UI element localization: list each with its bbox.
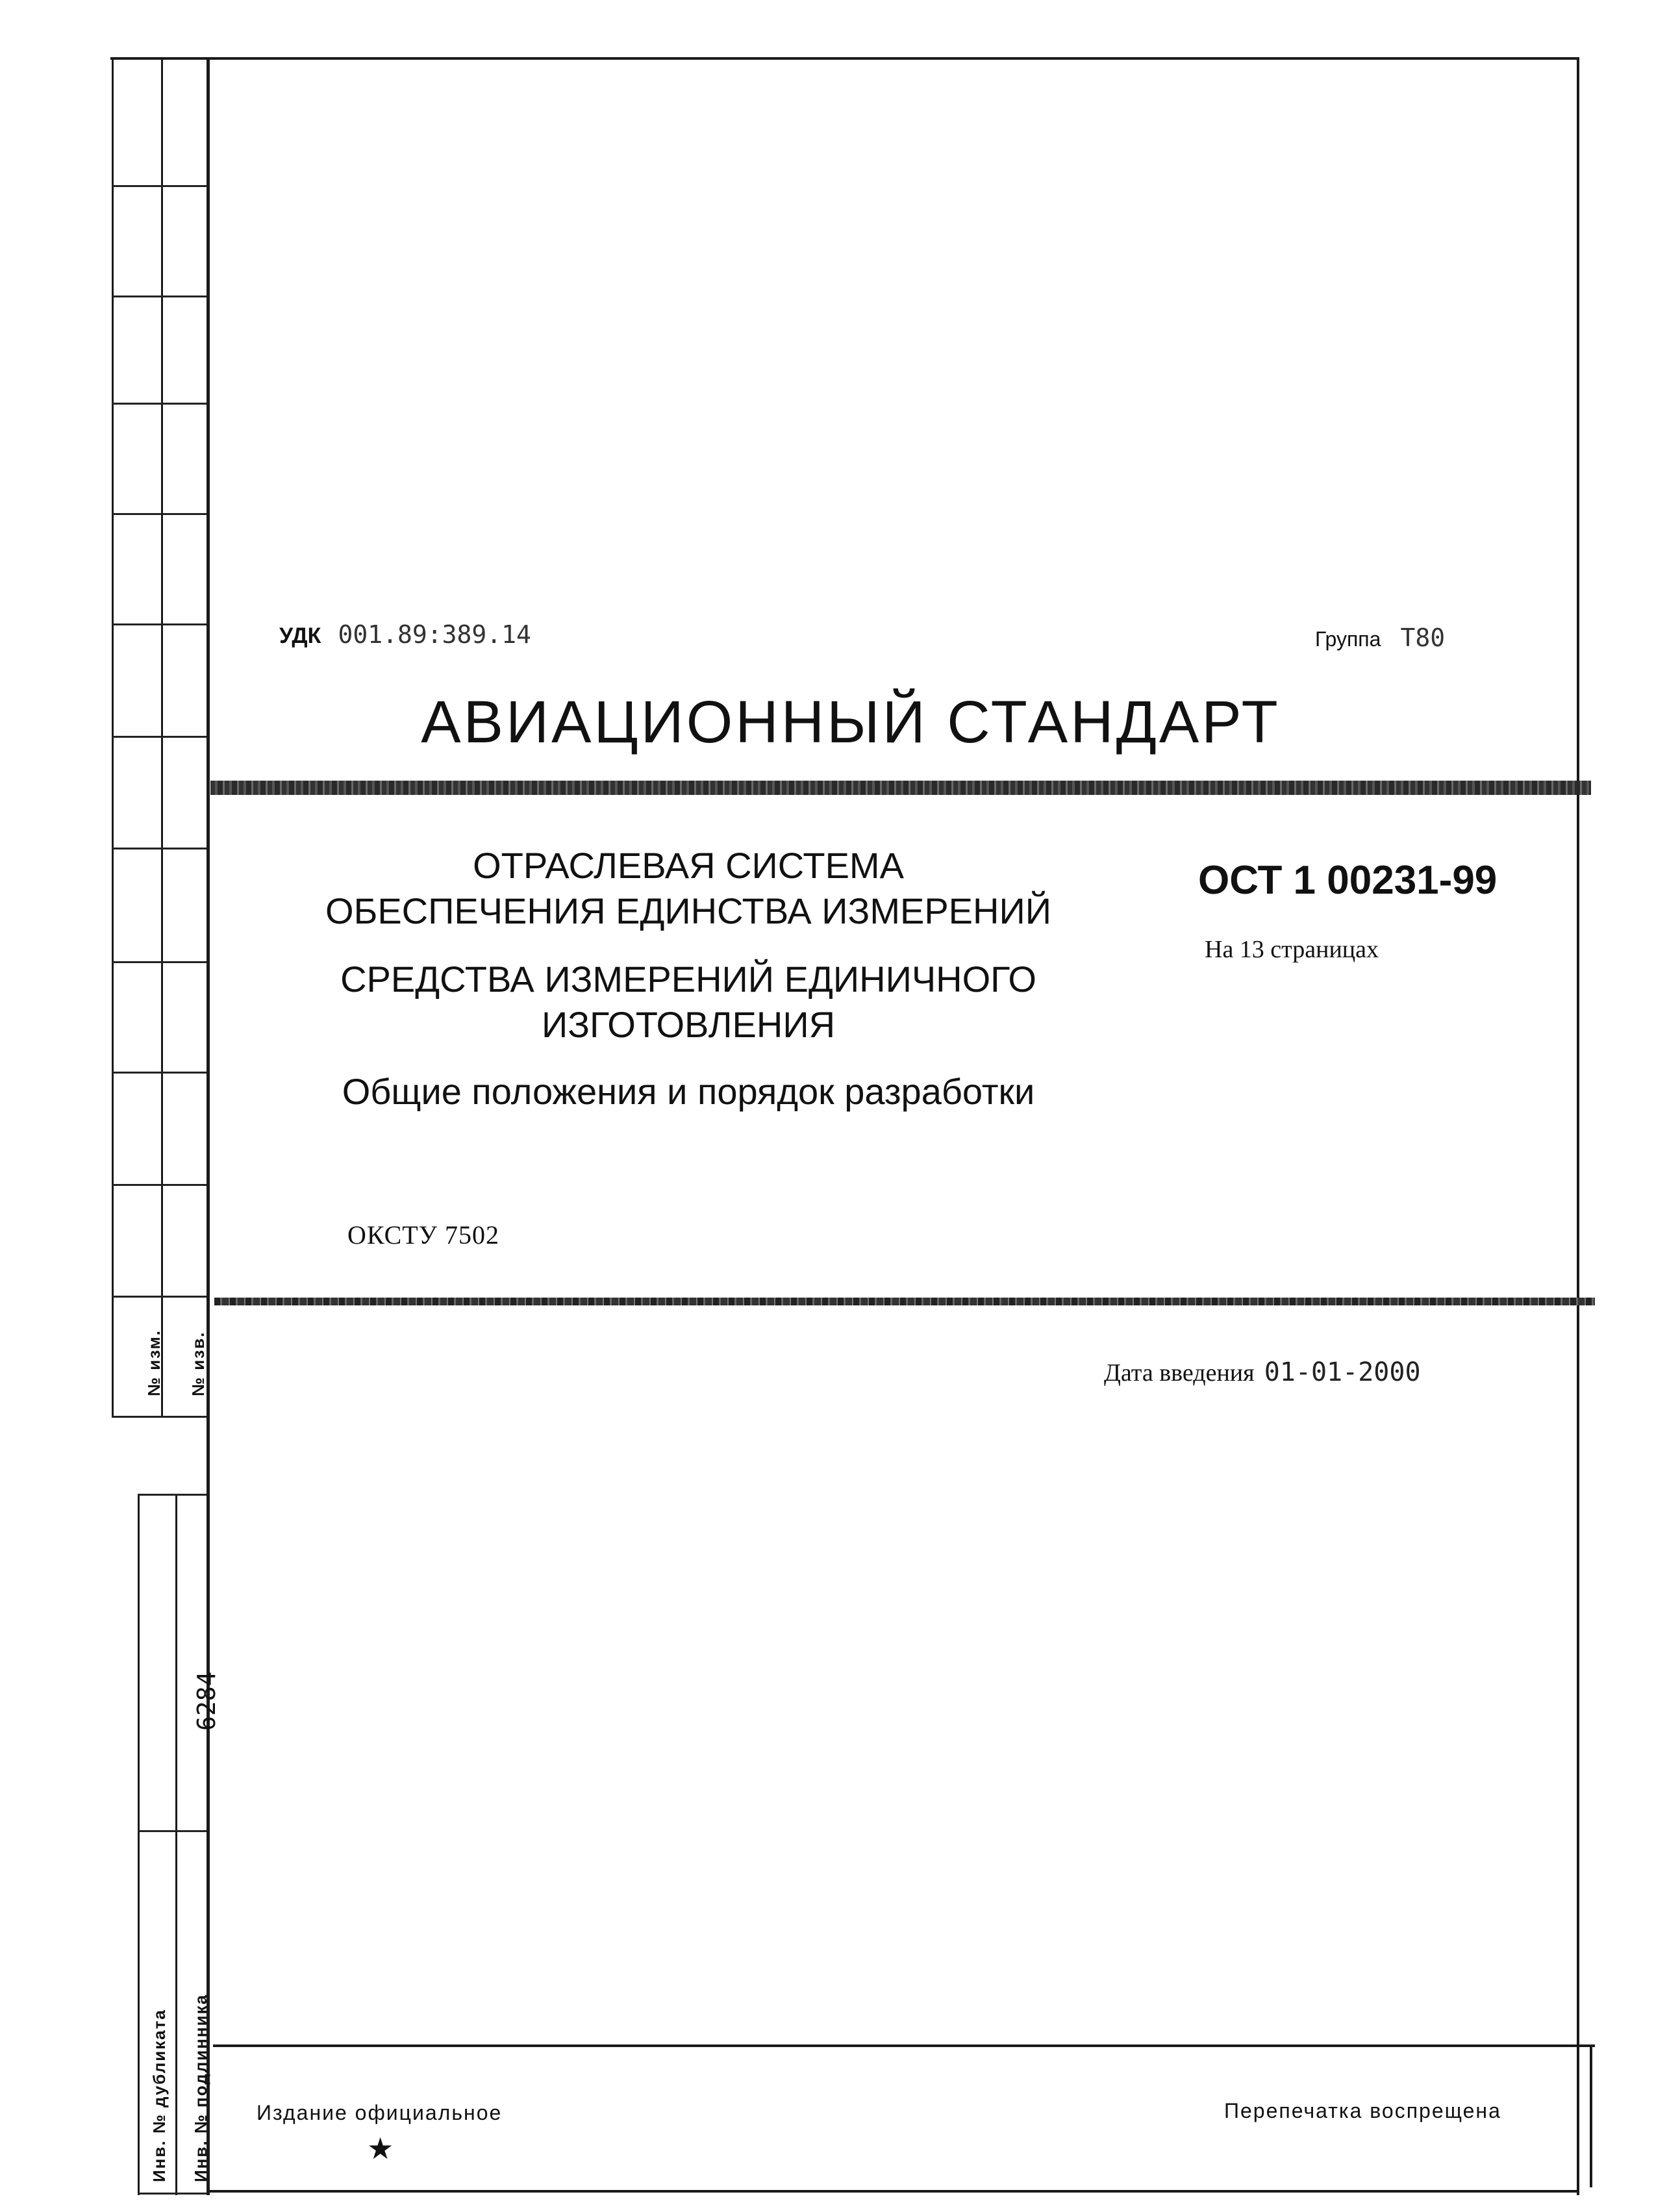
middle-divider-band bbox=[214, 1298, 1595, 1305]
group-label: Группа bbox=[1315, 627, 1381, 651]
group-value: Т80 bbox=[1400, 623, 1446, 652]
udk-label: УДК bbox=[279, 623, 321, 648]
change-number-label: № изм. bbox=[144, 1329, 164, 1396]
star-icon: ★ bbox=[367, 2131, 394, 2166]
title-line-1: ОТРАСЛЕВАЯ СИСТЕМА bbox=[473, 845, 904, 886]
udk-line bbox=[279, 620, 531, 649]
intro-date-value: 01-01-2000 bbox=[1264, 1357, 1421, 1387]
page-count: На 13 страницах bbox=[1205, 936, 1379, 963]
udk-value: 001.89:389.14 bbox=[338, 620, 531, 649]
top-divider-band bbox=[210, 781, 1591, 795]
designation-code: ОСТ 1 00231-99 bbox=[1198, 858, 1498, 903]
official-edition-label: Издание официальное bbox=[257, 2101, 503, 2124]
title-line-5: Общие положения и порядок разработки bbox=[342, 1071, 1035, 1112]
duplicate-inventory-label: Инв. № дубликата bbox=[149, 2009, 169, 2182]
notice-number-label: № изв. bbox=[188, 1331, 208, 1396]
intro-date-line bbox=[1104, 1357, 1421, 1387]
standard-type-heading: АВИАЦИОННЫЙ СТАНДАРТ bbox=[421, 689, 1281, 755]
intro-date-label: Дата введения bbox=[1104, 1359, 1255, 1387]
title-line-3: СРЕДСТВА ИЗМЕРЕНИЙ ЕДИНИЧНОГО bbox=[340, 959, 1036, 1000]
original-inventory-label: Инв. № подлинника bbox=[191, 1993, 210, 2182]
group-line bbox=[1315, 623, 1445, 652]
original-inventory-value: 6284 bbox=[192, 1671, 221, 1731]
reprint-prohibited-label: Перепечатка воспрещена bbox=[1224, 2099, 1501, 2122]
title-line-2: ОБЕСПЕЧЕНИЯ ЕДИНСТВА ИЗМЕРЕНИЙ bbox=[325, 890, 1051, 931]
okstu-code: ОКСТУ 7502 bbox=[347, 1220, 500, 1250]
title-line-4: ИЗГОТОВЛЕНИЯ bbox=[541, 1004, 836, 1045]
